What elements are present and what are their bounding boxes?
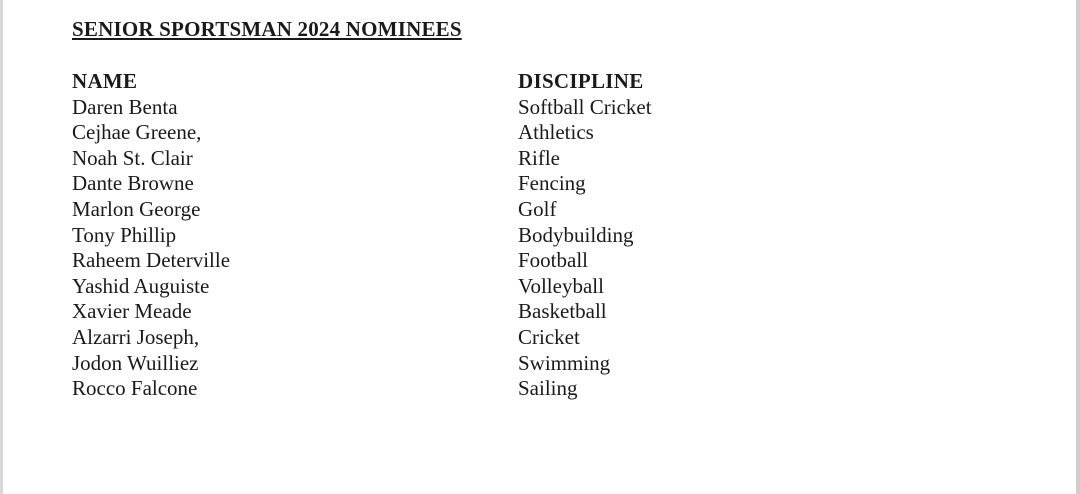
column-header-name: NAME	[72, 69, 138, 94]
table-row	[72, 248, 1012, 274]
page-right-edge	[1076, 0, 1080, 494]
cell-name: Daren Benta	[72, 94, 178, 119]
page-left-edge	[0, 0, 3, 494]
cell-discipline: Fencing	[518, 171, 586, 196]
table-row	[72, 95, 1012, 121]
table-row	[72, 299, 1012, 325]
nominees-table	[72, 69, 1012, 402]
table-row	[72, 223, 1012, 249]
cell-discipline: Athletics	[518, 120, 594, 145]
cell-discipline: Golf	[518, 197, 557, 222]
column-header-discipline: DISCIPLINE	[518, 69, 644, 94]
table-header-row	[72, 69, 1012, 95]
table-row	[72, 274, 1012, 300]
cell-discipline: Rifle	[518, 145, 560, 170]
cell-name: Raheem Deterville	[72, 248, 231, 273]
table-row	[72, 171, 1012, 197]
cell-discipline: Cricket	[518, 325, 580, 350]
cell-discipline: Football	[518, 248, 589, 273]
cell-discipline: Softball Cricket	[518, 94, 652, 119]
table-row	[72, 146, 1012, 172]
cell-name: Jodon Wuilliez	[72, 350, 199, 375]
cell-name: Alzarri Joseph,	[72, 325, 200, 350]
cell-discipline: Basketball	[518, 299, 607, 324]
cell-name: Tony Phillip	[72, 222, 177, 247]
cell-name: Xavier Meade	[72, 299, 192, 324]
table-row	[72, 351, 1012, 377]
table-row	[72, 120, 1012, 146]
cell-discipline: Sailing	[518, 376, 578, 401]
cell-name: Cejhae Greene,	[72, 120, 202, 145]
cell-name: Marlon George	[72, 197, 201, 222]
cell-name: Noah St. Clair	[72, 145, 193, 170]
cell-name: Dante Browne	[72, 171, 194, 196]
document-content	[72, 18, 1012, 402]
table-row	[72, 197, 1012, 223]
table-row	[72, 376, 1012, 402]
cell-discipline: Volleyball	[518, 273, 604, 298]
table-row	[72, 325, 1012, 351]
page-title: SENIOR SPORTSMAN 2024 NOMINEES	[72, 17, 462, 41]
cell-name: Yashid Auguiste	[72, 273, 210, 298]
cell-discipline: Swimming	[518, 350, 611, 375]
cell-name: Rocco Falcone	[72, 376, 198, 401]
cell-discipline: Bodybuilding	[518, 222, 634, 247]
